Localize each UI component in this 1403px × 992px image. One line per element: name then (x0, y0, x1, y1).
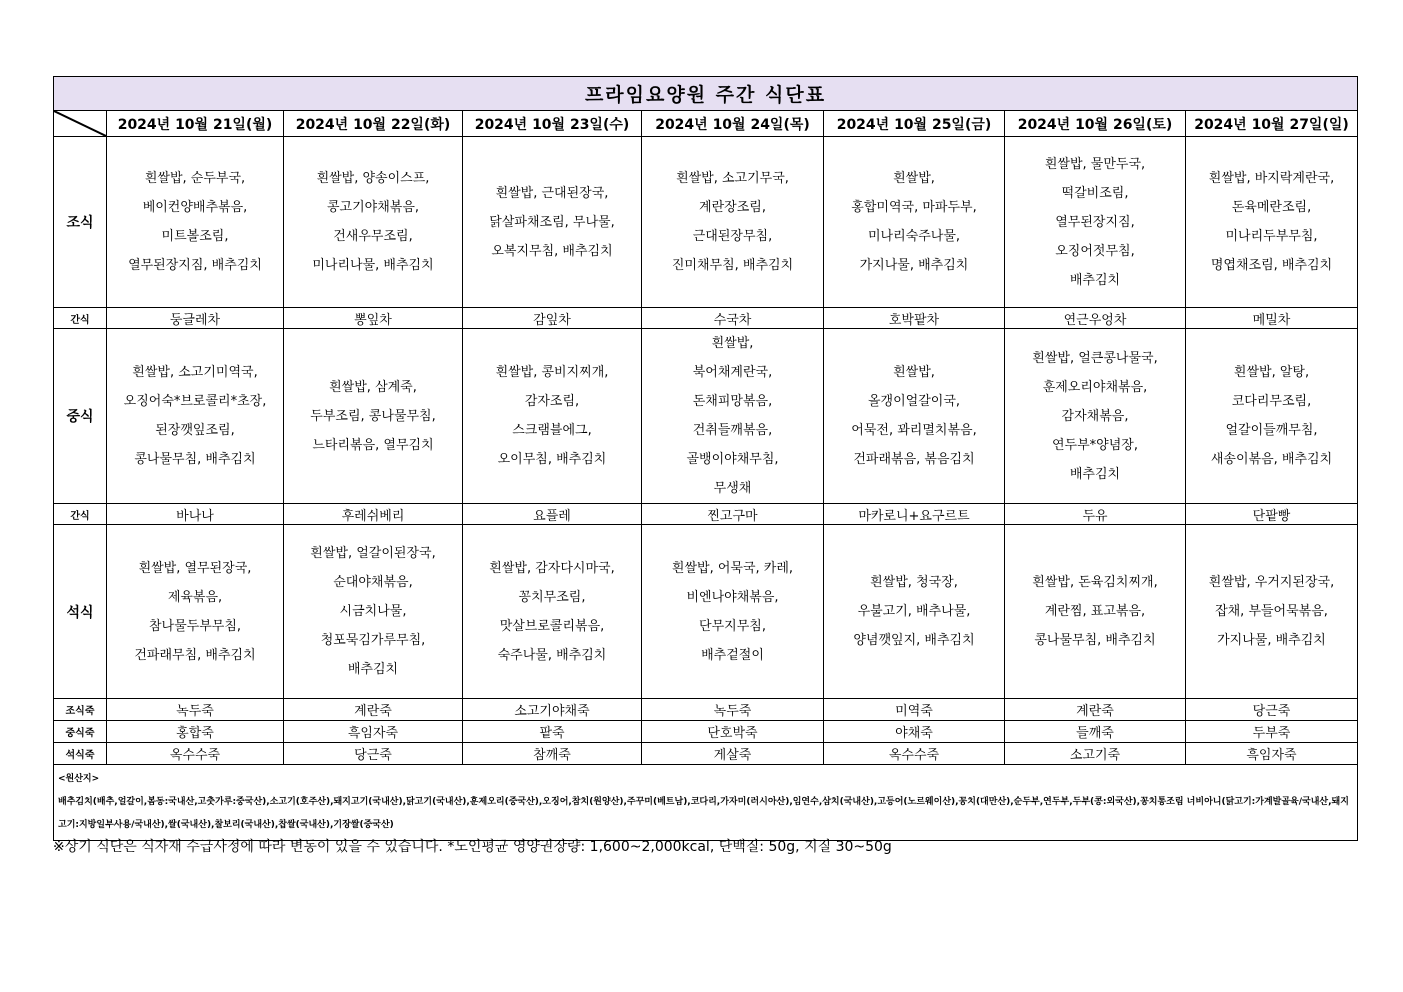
row-label-porridge-lunch: 중식죽 (54, 721, 107, 743)
breakfast-menu-cell (107, 137, 284, 308)
menu-line: 얼갈이들깨무침, (1225, 423, 1318, 438)
porridge-breakfast-cell: 계란죽 (1005, 699, 1186, 721)
date-header: 2024년 10월 24일(목) (642, 111, 824, 137)
menu-line: 코다리무조림, (1231, 394, 1312, 409)
menu-line: 미트볼조림, (161, 229, 229, 244)
menu-line: 떡갈비조림, (1061, 185, 1129, 201)
breakfast-menu-cell (642, 137, 824, 308)
porridge-dinner-cell: 옥수수죽 (824, 743, 1005, 765)
menu-line: 명엽채조림, 배추김치 (1210, 258, 1333, 273)
porridge-breakfast-cell: 당근죽 (1186, 699, 1358, 721)
menu-line: 북어채계란국, (692, 365, 773, 380)
snack2-row (54, 504, 1358, 525)
lunch-menu-cell (642, 329, 824, 504)
breakfast-menu-cell (824, 137, 1005, 308)
menu-line: 흰쌀밥, 알탕, (1233, 365, 1310, 380)
porridge-dinner-cell: 게살죽 (642, 743, 824, 765)
porridge-lunch-cell: 흑임자죽 (284, 721, 463, 743)
menu-line: 미나리두부무침, (1225, 229, 1318, 244)
menu-line: 잡채, 부들어묵볶음, (1215, 604, 1328, 619)
porridge-lunch-row (54, 721, 1358, 743)
dinner-row (54, 525, 1358, 699)
dinner-menu-cell (284, 525, 463, 699)
menu-line: 흰쌀밥, (711, 336, 754, 351)
date-header: 2024년 10월 23일(수) (463, 111, 642, 137)
menu-line: 오이무침, 배추김치 (497, 452, 607, 467)
snack1-cell: 뽕잎차 (284, 308, 463, 329)
row-label-porridge-dinner: 석식죽 (54, 743, 107, 765)
menu-line: 두부조림, 콩나물무침, (310, 408, 436, 424)
menu-line: 흰쌀밥, (893, 365, 935, 380)
menu-line: 흰쌀밥, 순두부국, (144, 171, 246, 186)
menu-line: 무생채 (713, 481, 752, 496)
menu-line: 흰쌀밥, 소고기무국, (676, 171, 789, 186)
menu-line: 미나리나물, 배추김치 (312, 258, 434, 273)
menu-line: 가지나물, 배추김치 (1217, 633, 1326, 648)
menu-line: 돈채피망볶음, (692, 394, 773, 409)
menu-line: 어묵전, 꽈리멸치볶음, (851, 423, 977, 438)
menu-line: 콩나물무침, 배추김치 (1034, 633, 1156, 648)
menu-line: 느타리볶음, 열무김치 (312, 437, 434, 453)
menu-line: 감자조림, (524, 394, 580, 409)
lunch-menu-cell (1005, 329, 1186, 504)
snack2-cell: 두유 (1005, 504, 1186, 525)
snack1-cell: 호박팥차 (824, 308, 1005, 329)
porridge-breakfast-cell: 소고기야채죽 (463, 699, 642, 721)
menu-line: 흰쌀밥, 콩비지찌개, (495, 365, 609, 380)
weekly-menu-table (53, 76, 1358, 841)
menu-line: 흰쌀밥, 물만두국, (1044, 156, 1146, 172)
menu-line: 오징어젓무침, (1055, 243, 1135, 259)
menu-line: 흰쌀밥, 소고기미역국, (132, 365, 258, 380)
menu-line: 건파래볶음, 볶음김치 (853, 452, 975, 467)
menu-line: 흰쌀밥, 감자다시마국, (489, 560, 615, 576)
corner-cell (54, 111, 107, 137)
dinner-menu-cell (1186, 525, 1358, 699)
menu-line: 흰쌀밥, 열무된장국, (138, 560, 252, 576)
row-label-breakfast: 조식 (54, 137, 107, 308)
menu-line: 배추김치 (1069, 466, 1121, 482)
porridge-lunch-cell: 야채죽 (824, 721, 1005, 743)
menu-line: 단무지무침, (699, 618, 766, 634)
breakfast-menu-cell (284, 137, 463, 308)
snack2-cell: 마카로니+요구르트 (824, 504, 1005, 525)
menu-line: 올갱이얼갈이국, (867, 394, 961, 409)
porridge-dinner-cell: 흑임자죽 (1186, 743, 1358, 765)
dinner-menu-cell (642, 525, 824, 699)
porridge-lunch-cell: 두부죽 (1186, 721, 1358, 743)
menu-line: 연두부*양념장, (1052, 437, 1138, 453)
menu-line: 흰쌀밥, 우거지된장국, (1208, 575, 1335, 590)
porridge-lunch-cell: 단호박죽 (642, 721, 824, 743)
menu-line: 흰쌀밥, 청국장, (870, 575, 958, 590)
dinner-menu-cell (463, 525, 642, 699)
date-header: 2024년 10월 21일(월) (107, 111, 284, 137)
lunch-row (54, 329, 1358, 504)
menu-line: 건취들깨볶음, (692, 423, 773, 438)
menu-line: 콩나물무침, 배추김치 (134, 452, 256, 467)
porridge-breakfast-cell: 녹두죽 (107, 699, 284, 721)
date-header-row (54, 111, 1358, 137)
origin-row (54, 765, 1358, 841)
menu-line: 흰쌀밥, 어묵국, 카레, (671, 560, 794, 576)
menu-line: 훈제오리야채볶음, (1042, 379, 1148, 395)
snack1-cell: 둥글레차 (107, 308, 284, 329)
menu-line: 베이컨양배추볶음, (142, 200, 248, 215)
menu-line: 양념깻잎지, 배추김치 (853, 633, 975, 648)
porridge-dinner-cell: 소고기죽 (1005, 743, 1186, 765)
menu-line: 숙주나물, 배추김치 (497, 647, 607, 663)
menu-line: 흰쌀밥, 얼갈이된장국, (310, 546, 436, 561)
menu-line: 계란장조림, (699, 200, 766, 215)
porridge-lunch-cell: 홍합죽 (107, 721, 284, 743)
menu-line: 맛살브로콜리볶음, (499, 618, 605, 634)
menu-line: 계란찜, 표고볶음, (1044, 604, 1146, 619)
menu-line: 골뱅이야채무침, (686, 452, 779, 467)
menu-line: 참나물두부무침, (148, 618, 242, 634)
origin-text: 배추김치(배추,얼갈이,봄동:국내산,고춧가루:중국산),소고기(호주산),돼지고기(국내산),닭고기(국내산),훈제오리(중국산),오징어,참치(원양산),주꾸미(베트남),코다리,가자미(러시아산),임연수,삼치(국내산),고등어(노르웨이산),꽁치(대만산),순두부,연두부,두부(콩:외국산),꽁치통조림 너비아니(닭고기:가계발골육/국내산,돼지고기:지방일부사용/국내산),쌀(국내산),찰보리(국내산),찹쌀(국내산),기장쌀(중국산) (58, 797, 1349, 830)
row-label-lunch: 중식 (54, 329, 107, 504)
row-label-snack2: 간식 (54, 504, 107, 525)
origin-heading: <원산지> (58, 774, 100, 784)
date-header: 2024년 10월 27일(일) (1186, 111, 1358, 137)
menu-line: 오징어숙*브로콜리*초장, (123, 394, 267, 409)
menu-line: 비엔나야채볶음, (686, 589, 779, 605)
porridge-lunch-cell: 팥죽 (463, 721, 642, 743)
menu-line: 흰쌀밥, (893, 171, 935, 186)
menu-line: 흰쌀밥, 양송이스프, (316, 171, 430, 186)
diagonal-line (54, 111, 106, 136)
porridge-breakfast-cell: 계란죽 (284, 699, 463, 721)
menu-line: 홍합미역국, 마파두부, (851, 200, 977, 215)
snack1-cell: 수국차 (642, 308, 824, 329)
porridge-dinner-cell: 옥수수죽 (107, 743, 284, 765)
snack1-cell: 메밀차 (1186, 308, 1358, 329)
breakfast-row (54, 137, 1358, 308)
menu-line: 시금치나물, (339, 604, 407, 619)
snack1-cell: 연근우엉차 (1005, 308, 1186, 329)
menu-line: 열무된장지짐, 배추김치 (128, 258, 262, 273)
menu-line: 미나리숙주나물, (867, 229, 961, 244)
menu-line: 흰쌀밥, 얼큰콩나물국, (1032, 350, 1158, 366)
menu-line: 돈육메란조림, (1231, 200, 1312, 215)
porridge-dinner-cell: 참깨죽 (463, 743, 642, 765)
breakfast-menu-cell (1005, 137, 1186, 308)
menu-line: 흰쌀밥, 돈육김치찌개, (1032, 575, 1158, 590)
lunch-menu-cell (1186, 329, 1358, 504)
snack2-cell: 바나나 (107, 504, 284, 525)
menu-line: 흰쌀밥, 바지락계란국, (1208, 171, 1335, 186)
row-label-snack1: 간식 (54, 308, 107, 329)
porridge-breakfast-row (54, 699, 1358, 721)
snack1-cell: 감잎차 (463, 308, 642, 329)
snack2-cell: 찐고구마 (642, 504, 824, 525)
row-label-dinner: 석식 (54, 525, 107, 699)
menu-line: 흰쌀밥, 근대된장국, (495, 185, 609, 201)
lunch-menu-cell (284, 329, 463, 504)
menu-line: 배추김치 (347, 662, 399, 677)
menu-line: 우불고기, 배추나물, (857, 604, 971, 619)
porridge-dinner-row (54, 743, 1358, 765)
snack2-cell: 단팥빵 (1186, 504, 1358, 525)
lunch-menu-cell (824, 329, 1005, 504)
menu-line: 배추겉절이 (701, 647, 764, 663)
menu-line: 오복지무침, 배추김치 (491, 243, 613, 259)
menu-line: 열무된장지짐, (1055, 214, 1135, 230)
snack2-cell: 요플레 (463, 504, 642, 525)
menu-line: 가지나물, 배추김치 (859, 258, 969, 273)
porridge-lunch-cell: 들깨죽 (1005, 721, 1186, 743)
menu-line: 건새우무조림, (333, 229, 413, 244)
menu-line: 근대된장무침, (692, 229, 773, 244)
date-header: 2024년 10월 25일(금) (824, 111, 1005, 137)
date-header: 2024년 10월 26일(토) (1005, 111, 1186, 137)
menu-line: 새송이볶음, 배추김치 (1210, 452, 1333, 467)
menu-line: 청포묵김가루무침, (320, 633, 426, 648)
porridge-breakfast-cell: 녹두죽 (642, 699, 824, 721)
dinner-menu-cell (824, 525, 1005, 699)
date-header: 2024년 10월 22일(화) (284, 111, 463, 137)
origin-info (54, 765, 1358, 841)
menu-line: 스크램블에그, (512, 423, 592, 438)
menu-line: 감자채볶음, (1061, 408, 1129, 424)
menu-line: 닭살파채조림, 무나물, (489, 214, 615, 230)
menu-line: 꽁치무조림, (518, 589, 586, 605)
porridge-breakfast-cell: 미역죽 (824, 699, 1005, 721)
menu-line: 배추김치 (1069, 272, 1121, 288)
menu-line: 진미채무침, 배추김치 (671, 258, 794, 273)
footer-note: ※상기 식단은 식자재 수급사정에 따라 변동이 있을 수 있습니다. *노인평균 영양권장량: 1,600~2,000kcal, 단백질: 50g, 지질 30~50g (53, 839, 892, 855)
lunch-menu-cell (463, 329, 642, 504)
lunch-menu-cell (107, 329, 284, 504)
porridge-dinner-cell: 당근죽 (284, 743, 463, 765)
row-label-porridge-breakfast: 조식죽 (54, 699, 107, 721)
menu-title: 프라임요양원 주간 식단표 (54, 77, 1358, 111)
breakfast-menu-cell (463, 137, 642, 308)
snack2-cell: 후레쉬베리 (284, 504, 463, 525)
snack1-row (54, 308, 1358, 329)
menu-line: 된장깻잎조림, (155, 423, 235, 438)
menu-line: 건파래무침, 배추김치 (134, 647, 256, 663)
menu-line: 제육볶음, (167, 589, 223, 605)
breakfast-menu-cell (1186, 137, 1358, 308)
dinner-menu-cell (1005, 525, 1186, 699)
menu-line: 콩고기야채볶음, (326, 200, 420, 215)
menu-line: 흰쌀밥, 삼계죽, (329, 379, 417, 395)
dinner-menu-cell (107, 525, 284, 699)
menu-line: 순대야채볶음, (333, 575, 413, 590)
